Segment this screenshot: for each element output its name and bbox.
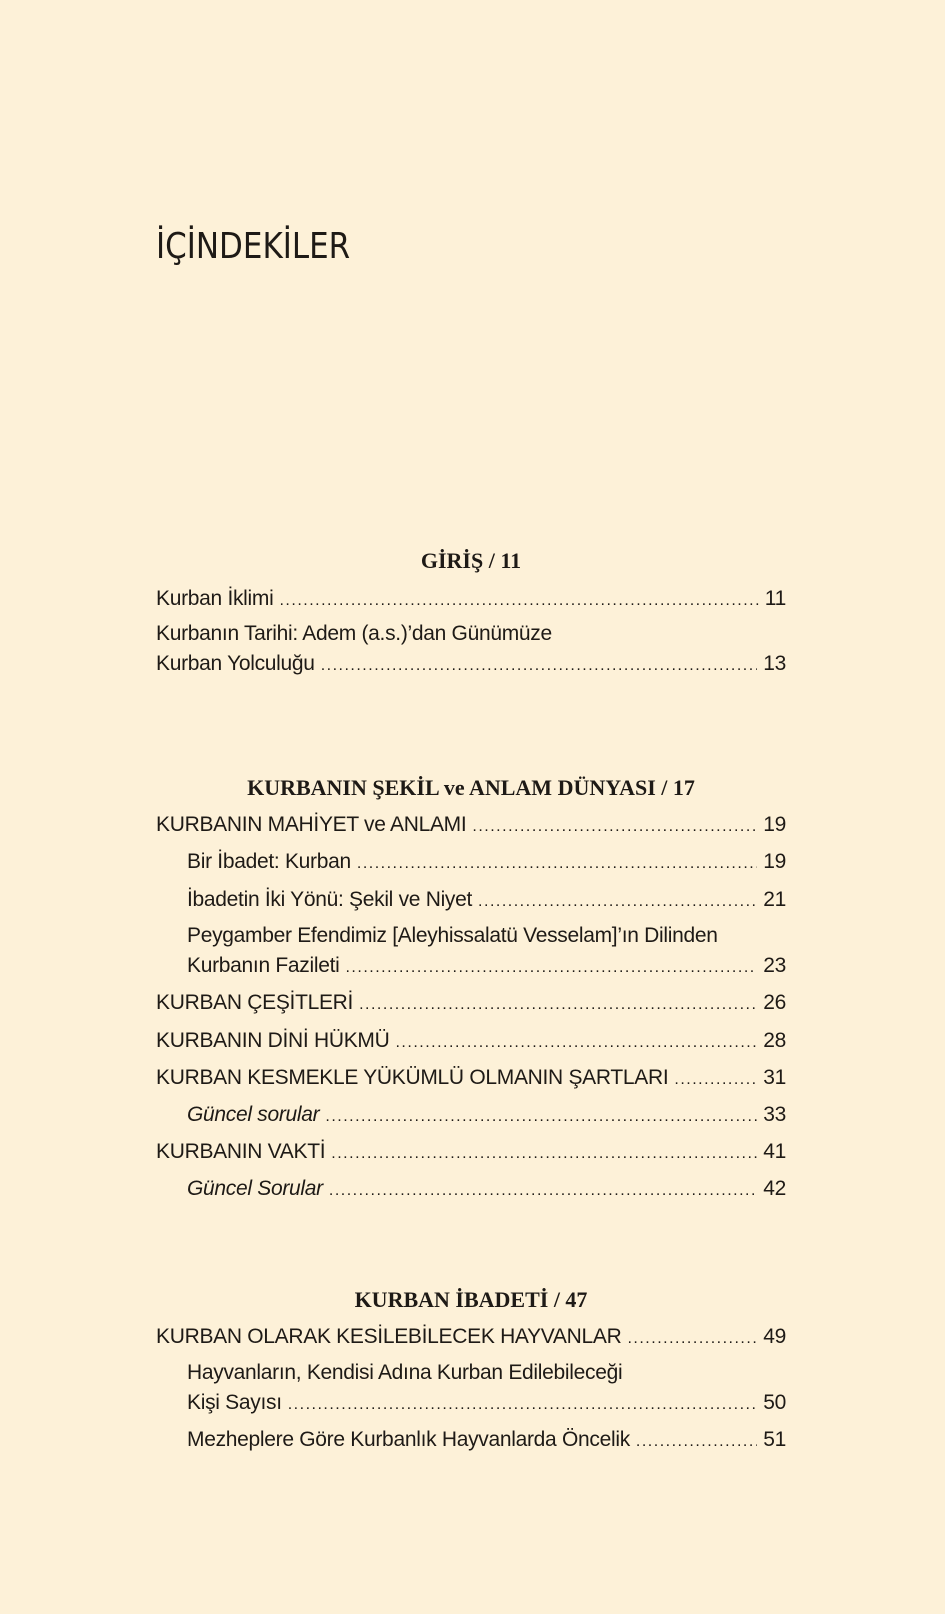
entry-label-line1: Hayvanların, Kendisi Adına Kurban Edilebileceği [187,1361,623,1384]
page-title: İÇİNDEKİLER [156,226,351,267]
toc-entry[interactable] [156,1065,786,1093]
entry-label: Kurbanın Fazileti [187,954,340,977]
toc-entry[interactable] [187,849,786,877]
entry-label: Güncel Sorular [187,1177,323,1200]
toc-entry[interactable] [187,1176,786,1204]
dot-leader [357,851,757,877]
dot-leader [478,889,757,915]
page-number: 42 [763,1177,786,1200]
page-number: 49 [763,1325,786,1348]
entry-label: KURBAN KESMEKLE YÜKÜMLÜ OLMANIN ŞARTLARI [156,1066,669,1089]
toc-entry[interactable] [156,1028,786,1056]
page-number: 21 [763,888,786,911]
toc-entry[interactable] [156,586,786,614]
dot-leader [345,955,757,981]
toc-entry[interactable] [156,651,786,679]
page-number: 41 [763,1140,786,1163]
page-number: 33 [763,1103,786,1126]
page-number: 31 [763,1066,786,1089]
section-heading-giris: GİRİŞ / 11 [420,548,522,573]
toc-entry[interactable] [187,887,786,915]
entry-label: KURBAN ÇEŞİTLERİ [156,991,354,1014]
dot-leader [325,1104,757,1130]
entry-label: Güncel sorular [187,1103,320,1126]
dot-leader [288,1392,758,1418]
entry-label: KURBAN OLARAK KESİLEBİLECEK HAYVANLAR [156,1325,622,1348]
dot-leader [636,1429,757,1455]
page-number: 19 [763,850,786,873]
page-number: 23 [763,954,786,977]
entry-label: KURBANIN MAHİYET ve ANLAMI [156,813,467,836]
dot-leader [627,1326,757,1352]
entry-label: KURBANIN DİNİ HÜKMÜ [156,1029,390,1052]
section-heading-sekil-anlam: KURBANIN ŞEKİL ve ANLAM DÜNYASI / 17 [247,775,695,800]
page-number: 19 [763,813,786,836]
entry-label-line1: Peygamber Efendimiz [Aleyhissalatü Vesselam]’ın Dilinden [187,924,718,947]
entry-label: İbadetin İki Yönü: Şekil ve Niyet [187,888,473,911]
page-number: 11 [764,587,786,610]
page-number: 26 [763,991,786,1014]
section-heading-kurban-ibadeti: KURBAN İBADETİ / 47 [354,1287,588,1312]
toc-entry[interactable] [187,953,786,981]
toc-entry[interactable] [156,812,786,840]
entry-label: Kişi Sayısı [187,1391,282,1414]
dot-leader [395,1030,757,1056]
toc-entry[interactable] [187,1102,786,1130]
dot-leader [329,1178,757,1204]
toc-entry[interactable] [156,1324,786,1352]
page-number: 28 [763,1029,786,1052]
page-number: 50 [763,1391,786,1414]
page-number: 51 [763,1428,786,1451]
dot-leader [331,1141,757,1167]
entry-label: Kurban Yolculuğu [156,652,315,675]
dot-leader [321,653,758,679]
entry-label: Bir İbadet: Kurban [187,850,351,873]
dot-leader [472,814,757,840]
toc-entry[interactable] [187,1427,786,1455]
toc-entry[interactable] [156,990,786,1018]
entry-label: Kurban İklimi [156,587,274,610]
dot-leader [674,1067,757,1093]
toc-entry[interactable] [156,1139,786,1167]
entry-label: Mezheplere Göre Kurbanlık Hayvanlarda Öncelik [187,1428,630,1451]
entry-label: KURBANIN VAKTİ [156,1140,326,1163]
toc-entry[interactable] [187,1390,786,1418]
entry-label-line1: Kurbanın Tarihi: Adem (a.s.)’dan Günümüze [156,622,552,645]
dot-leader [279,588,758,614]
dot-leader [359,992,757,1018]
page-number: 13 [763,652,786,675]
